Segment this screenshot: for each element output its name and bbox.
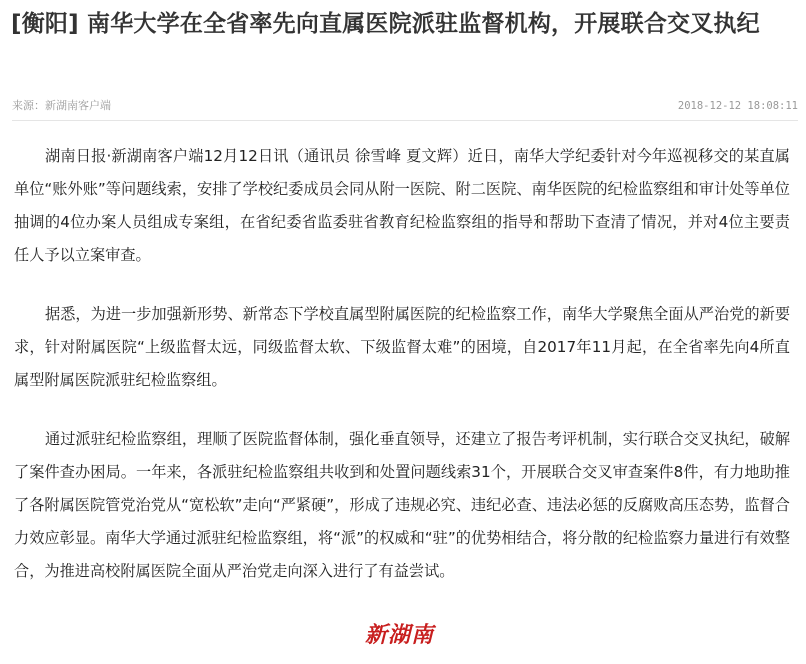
logo-text: 新湖南	[365, 622, 435, 648]
article-timestamp: 2018-12-12 18:08:11	[677, 100, 798, 112]
xinhunan-logo	[365, 618, 445, 654]
article-meta	[12, 98, 798, 114]
article-title: [衡阳] 南华大学在全省率先向直属医院派驻监督机构，开展联合交叉执纪	[11, 11, 760, 37]
article-paragraph: 通过派驻纪检监察组，理顺了医院监督体制，强化垂直领导，还建立了报告考评机制，实行联合交叉执纪，破解了案件查办困局。一年来，各派驻纪检监察组共收到和处置问题线索31个，开展联合交叉审查案件8件，有力地助推了各附属医院管党治党从“宽松软”走向“严紧硬”，形成了违规必究、违纪必查、违法必惩的反腐败高压态势，监督合力效应彰显。南华大学通过派驻纪检监察组，将“派”的权威和“驻”的优势相结合，将分散的纪检监察力量进行有效整合，为推进高校附属医院全面从严治党走向深入进行了有益尝试。	[14, 430, 790, 580]
article-source: 来源：新湖南客户端	[12, 99, 111, 112]
meta-divider	[12, 120, 798, 121]
article-paragraph: 据悉，为进一步加强新形势、新常态下学校直属型附属医院的纪检监察工作，南华大学聚焦全面从严治党的新要求，针对附属医院“上级监督太远，同级监督太软、下级监督太难”的困境，自2017年11月起，在全省率先向4所直属型附属医院派驻纪检监察组。	[14, 305, 790, 389]
article-body	[14, 140, 790, 614]
article-paragraph: 湖南日报·新湖南客户端12月12日讯（通讯员 徐雪峰 夏文辉）近日，南华大学纪委针对今年巡视移交的某直属单位“账外账”等问题线索，安排了学校纪委成员会同从附一医院、附二医院、南华医院的纪检监察组和审计处等单位抽调的4位办案人员组成专案组，在省纪委省监委驻省教育纪检监察组的指导和帮助下查清了情况，并对4位主要责任人予以立案审查。	[14, 147, 790, 264]
